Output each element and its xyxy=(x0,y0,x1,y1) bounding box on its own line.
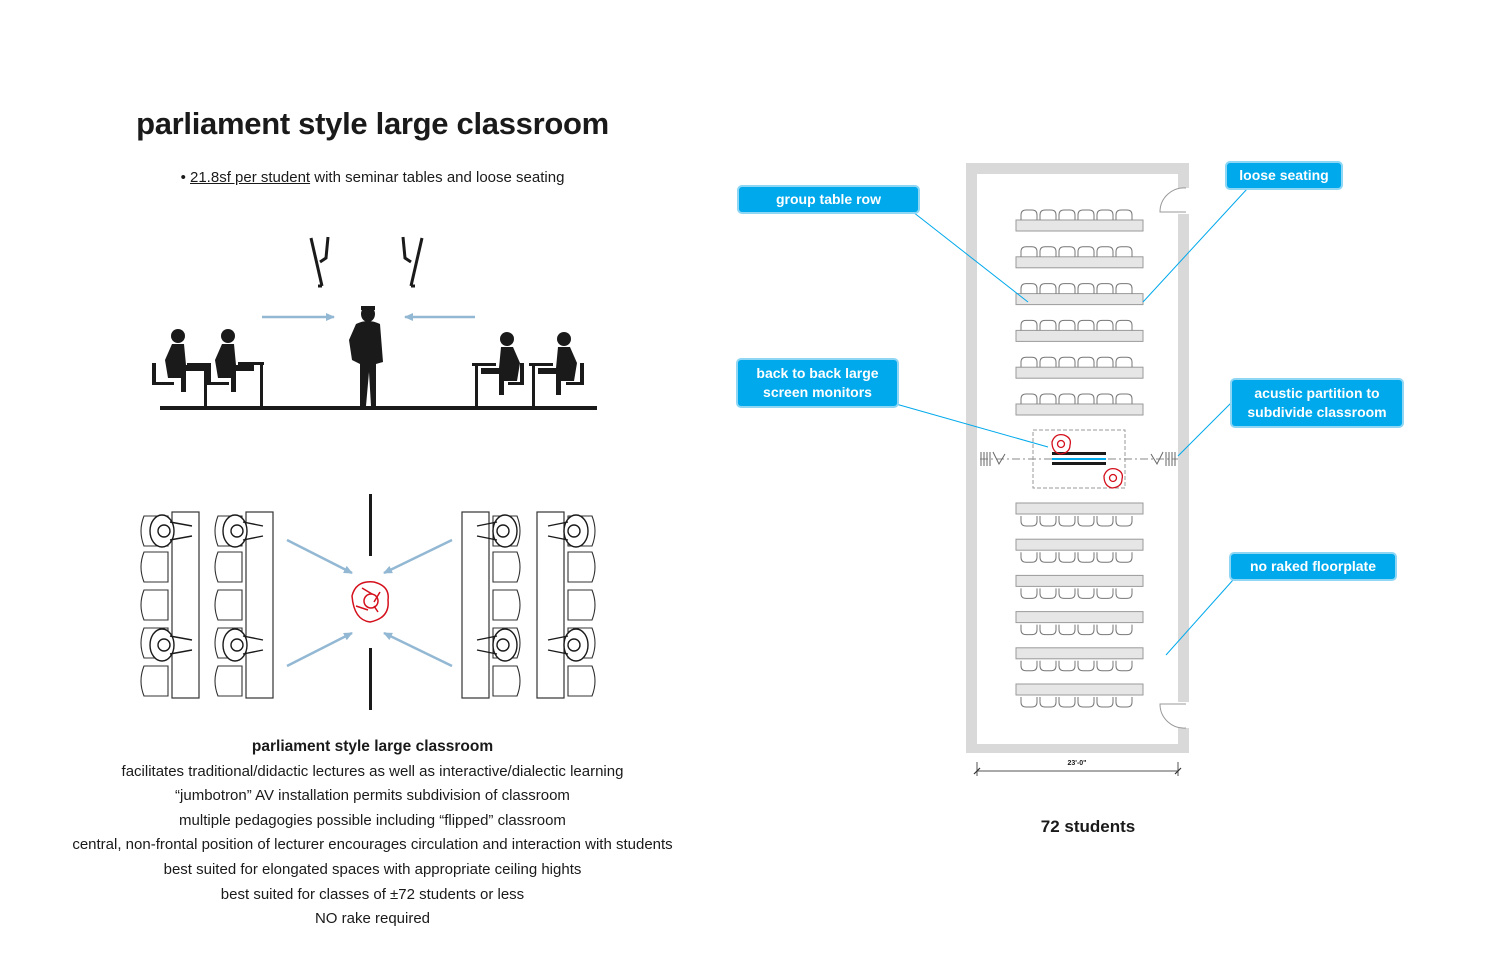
group-table xyxy=(1016,404,1143,415)
arrow-plan-3 xyxy=(384,540,452,573)
section-view xyxy=(152,237,597,410)
lecturer-plan-icon xyxy=(352,582,388,622)
callout-back-to-back-line-2: screen monitors xyxy=(763,384,872,400)
table-right-1 xyxy=(462,512,489,698)
group-table xyxy=(1016,294,1143,305)
group-table xyxy=(1016,220,1143,231)
lecturer-standing-icon xyxy=(349,306,383,406)
group-table xyxy=(1016,612,1143,623)
group-table xyxy=(1016,684,1143,695)
bullet-rest: with seminar tables and loose seating xyxy=(310,169,565,186)
arrow-plan-1 xyxy=(287,540,352,573)
group-table xyxy=(1016,257,1143,268)
callout-back-to-back-monitors xyxy=(738,360,897,406)
description-line: multiple pedagogies possible including “flipped” classroom xyxy=(179,811,566,829)
description-heading: parliament style large classroom xyxy=(251,738,494,755)
area-per-student: 21.8sf per student xyxy=(190,169,311,186)
screen-lower xyxy=(369,648,372,710)
plan-chairs xyxy=(141,516,595,696)
callout-loose-seating: loose seating xyxy=(1227,163,1341,188)
group-table xyxy=(1016,648,1143,659)
group-table xyxy=(1016,503,1143,514)
description-line: central, non-frontal position of lecturer encourages circulation and interaction with students xyxy=(72,836,673,854)
hanging-monitor-right-icon xyxy=(403,237,422,286)
arrow-plan-2 xyxy=(287,633,352,666)
floor-line xyxy=(160,406,597,410)
table-right-2 xyxy=(537,512,564,698)
door-bottom-opening xyxy=(1176,702,1192,728)
group-table xyxy=(1016,575,1143,586)
callout-acoustic-partition xyxy=(1232,380,1402,426)
callout-partition-line-1: acustic partition to xyxy=(1254,385,1380,401)
bullet-mark: • xyxy=(180,169,190,186)
description-block xyxy=(0,735,745,932)
room-width-dimension: 23'-0" xyxy=(1067,760,1087,767)
screen-upper xyxy=(369,494,372,556)
group-table xyxy=(1016,367,1143,378)
table-left-2 xyxy=(246,512,273,698)
capacity-label: 72 students xyxy=(1040,817,1136,836)
seated-students-left-icon xyxy=(152,329,264,406)
callout-back-to-back-line-1: back to back large xyxy=(756,365,879,381)
door-top-opening xyxy=(1176,188,1192,214)
description-line: “jumbotron” AV installation permits subdivision of classroom xyxy=(175,787,570,805)
plan-view-detail xyxy=(141,494,595,710)
description-line: best suited for elongated spaces with appropriate ceiling hights xyxy=(163,860,582,878)
table-left-1 xyxy=(172,512,199,698)
page-title: parliament style large classroom xyxy=(136,106,609,141)
callout-no-raked-floorplate: no raked floorplate xyxy=(1231,554,1395,579)
arrow-plan-4 xyxy=(384,633,452,666)
callout-partition-line-2: subdivide classroom xyxy=(1247,404,1387,420)
hanging-monitor-left-icon xyxy=(311,237,328,286)
monitor-bar-2 xyxy=(1052,462,1106,465)
description-line: NO rake required xyxy=(314,910,431,928)
callout-group-table-row: group table row xyxy=(739,187,918,212)
description-line: best suited for classes of ±72 students or less xyxy=(220,885,525,903)
group-table xyxy=(1016,539,1143,550)
monitor-bar-mid xyxy=(1052,458,1106,460)
description-line: facilitates traditional/didactic lectures as well as interactive/dialectic learning xyxy=(121,762,624,780)
seated-students-right-icon xyxy=(472,332,584,406)
group-table xyxy=(1016,330,1143,341)
floor-plan xyxy=(966,163,1192,776)
